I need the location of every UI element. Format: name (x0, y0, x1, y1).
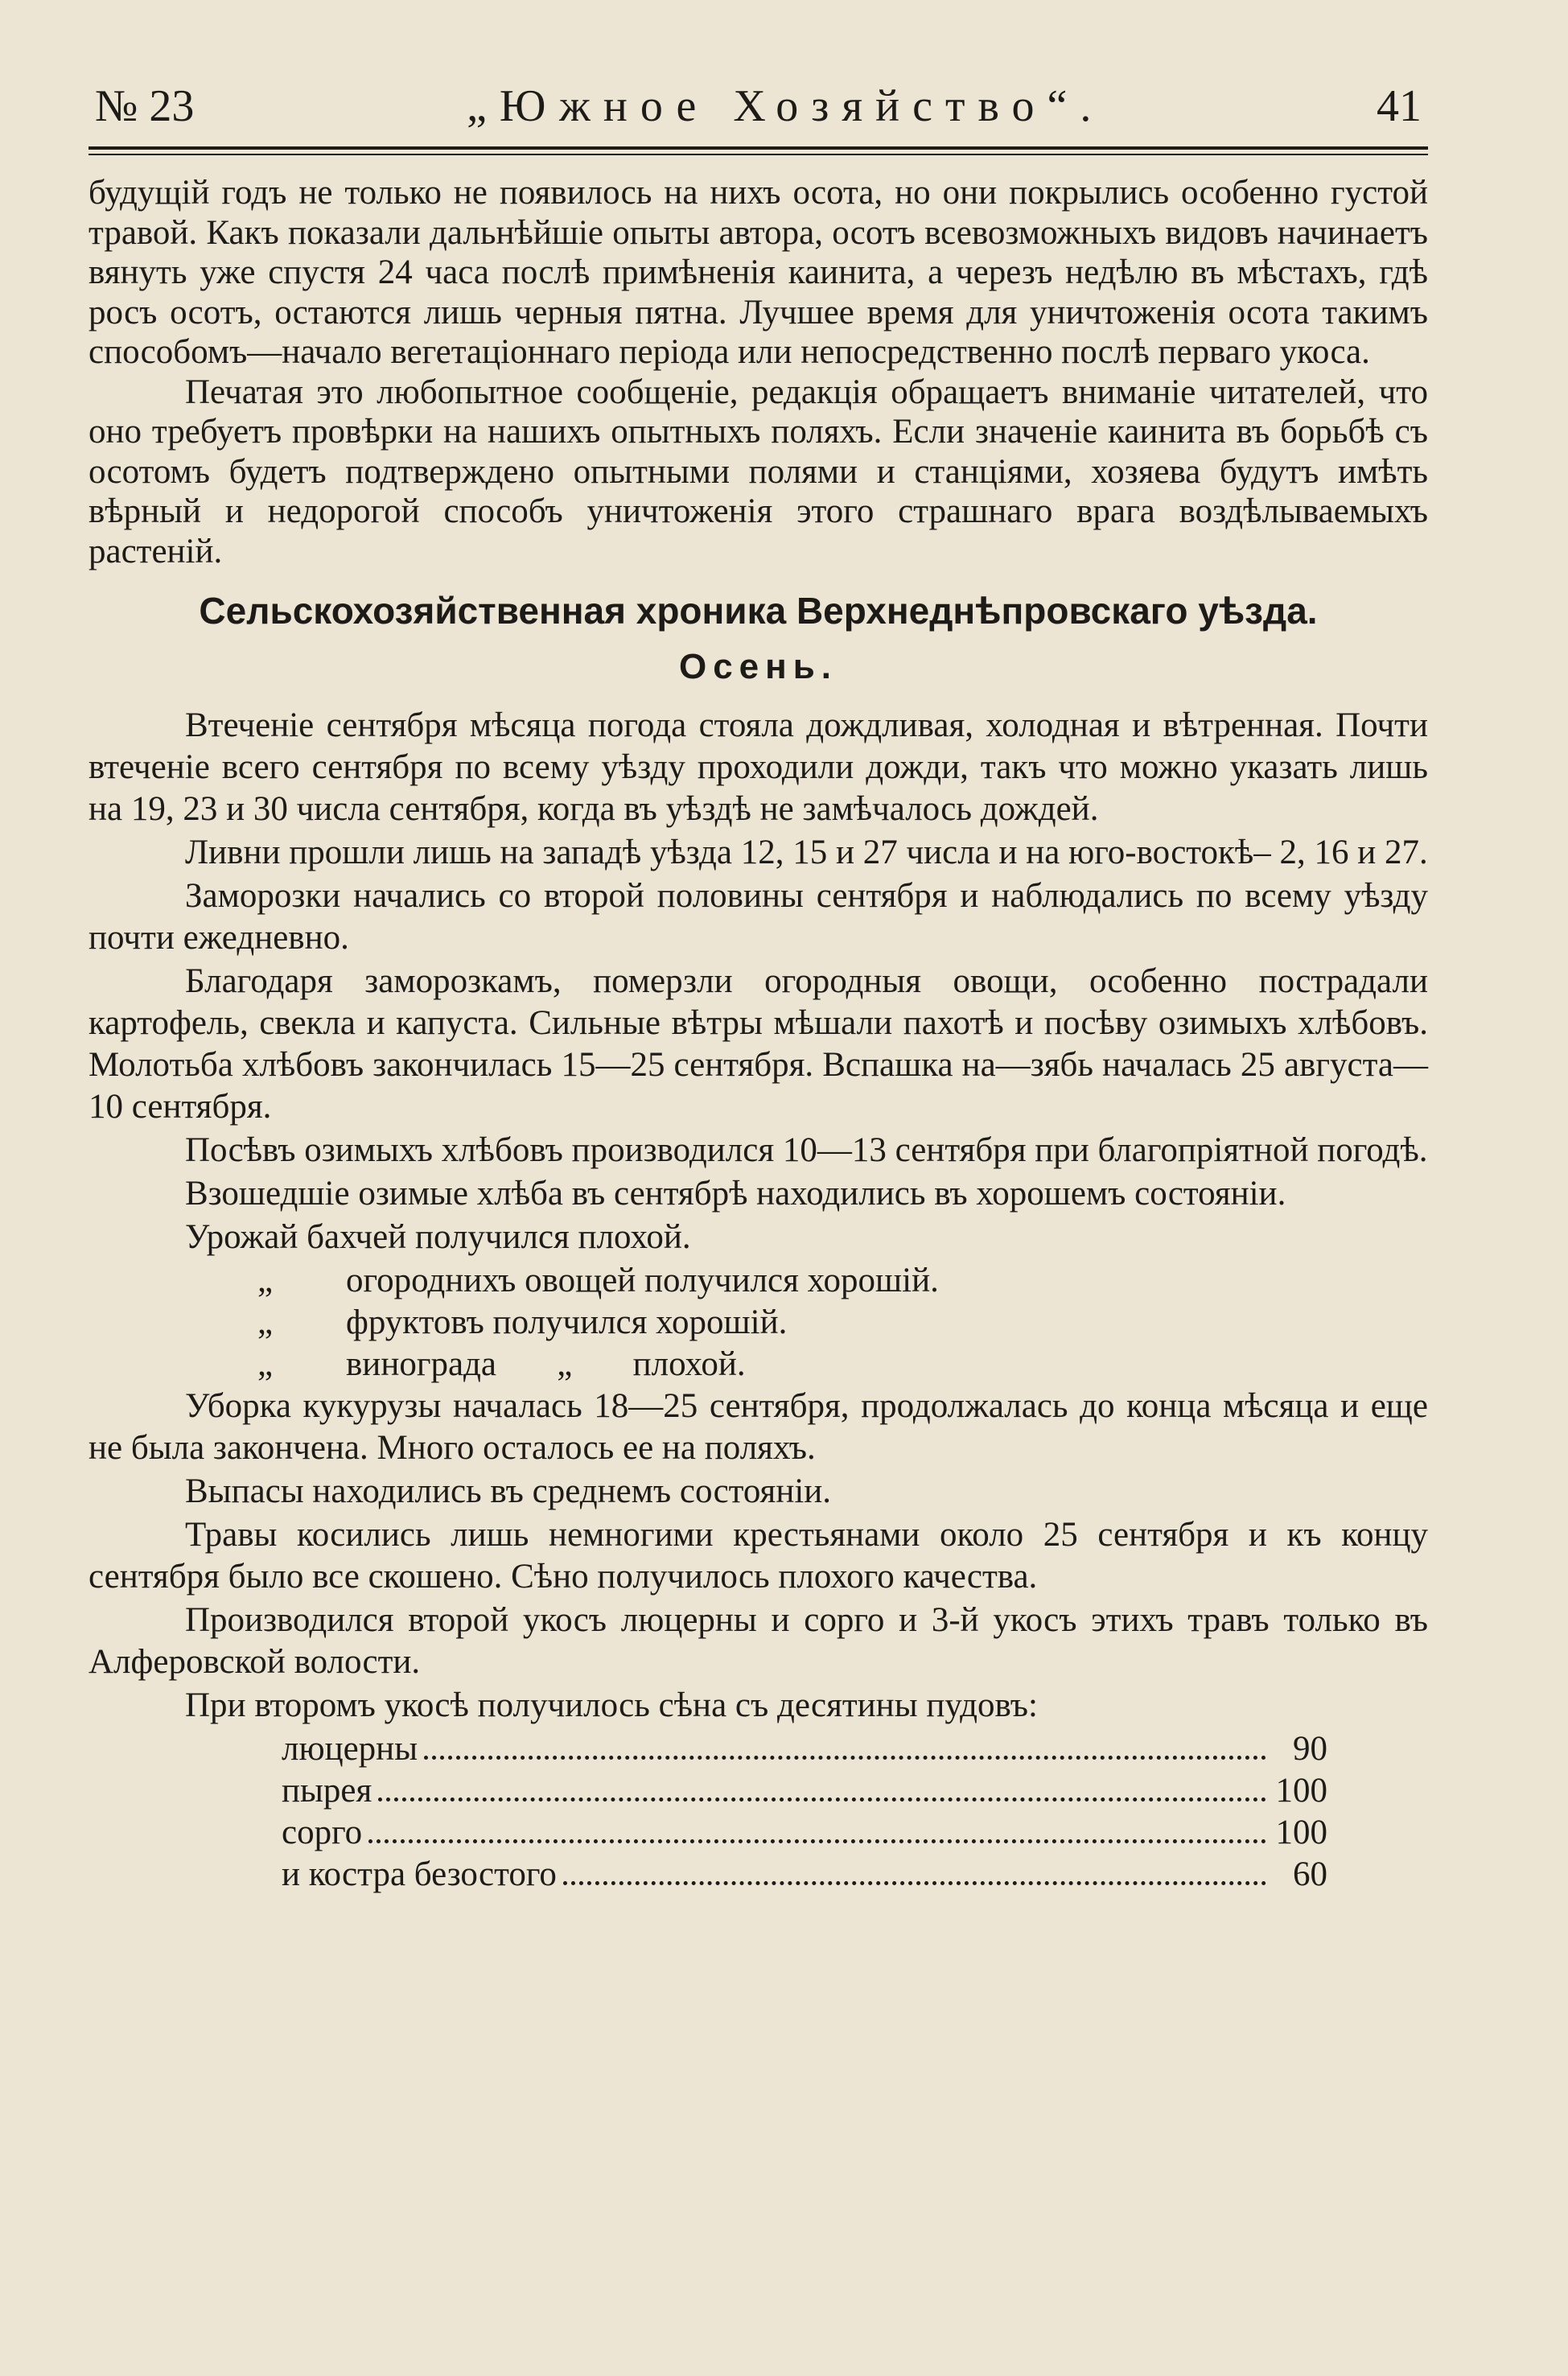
crop-value: 90 (1293, 1730, 1327, 1768)
chronicle-paragraph: Выпасы находились въ среднемъ состояніи. (185, 1472, 832, 1510)
ditto-text: фруктовъ получился хорошій. (346, 1303, 788, 1341)
section-subtitle: Осень. (678, 647, 838, 686)
intro-paragraph: Печатая это любопытное сообщеніе, редакція обращаетъ вниманіе читателей, что оно требуетъ провѣрки на нашихъ опытныхъ поляхъ. Если значеніе каинита въ борьбѣ съ осотомъ будетъ подтверждено опытными полями и станціями, хозяева будутъ имѣть вѣрный и недорогой способъ уничтоженія этого страшнаго врага воздѣлываемыхъ растеній. (88, 373, 1428, 570)
crop-value: 60 (1293, 1855, 1327, 1893)
issue-number: № 23 (95, 81, 195, 131)
section-title: Сельскохозяйственная хроника Верхнеднѣпровскаго уѣзда. (199, 590, 1318, 632)
intro-paragraph: будущій годъ не только не появилось на нихъ осота, но они покрылись особенно густой травой. Какъ показали дальнѣйшіе опыты автора, осотъ всевозможныхъ видовъ начинаетъ вянуть уже спустя 24 часа послѣ примѣненія каинита, а черезъ недѣлю въ мѣстахъ, гдѣ росъ осотъ, остаются лишь черныя пятна. Лучшее время для уничтоженія осота такимъ способомъ—начало вегетаціоннаго періода или непосредственно послѣ перваго укоса. (88, 174, 1428, 371)
page-number: 41 (1377, 81, 1422, 131)
leader-dots (378, 1797, 1266, 1802)
leader-dots (563, 1881, 1266, 1885)
ditto-text: огороднихъ овощей получился хорошій. (346, 1262, 939, 1299)
ditto-text: винограда „ плохой. (346, 1345, 746, 1383)
header-rule-thick (88, 146, 1428, 150)
ditto-line (88, 1302, 1428, 1344)
hay-yield-table (282, 1728, 1327, 1896)
ditto-line (88, 1344, 1428, 1386)
crop-label: пырея (282, 1772, 372, 1810)
running-header (88, 80, 1428, 145)
chronicle-paragraph: Заморозки начались со второй половины сентября и наблюдались по всему уѣзду почти ежедневно. (88, 877, 1428, 957)
chronicle-paragraph: Производился второй укосъ люцерны и сорго и 3-й укосъ этихъ травъ только въ Алферовской волости. (88, 1601, 1428, 1681)
chronicle-text (88, 705, 1428, 1727)
leader-dots (368, 1839, 1266, 1843)
chronicle-paragraph: При второмъ укосѣ получилось сѣна съ десятины пудовъ: (185, 1686, 1038, 1724)
crop-label: и костра безостого (282, 1855, 557, 1893)
journal-title: „Южное Хозяйство“. (467, 81, 1105, 131)
crop-label: люцерны (282, 1730, 418, 1768)
table-row (282, 1770, 1327, 1812)
leader-dots (424, 1756, 1266, 1760)
chronicle-paragraph: Уборка кукурузы началась 18—25 сентября, продолжалась до конца мѣсяца и еще не была закончена. Много осталось ее на поляхъ. (88, 1387, 1428, 1467)
ditto-line (88, 1260, 1428, 1302)
crop-value: 100 (1275, 1772, 1327, 1810)
chronicle-paragraph: Взошедшіе озимые хлѣба въ сентябрѣ находились въ хорошемъ состояніи. (185, 1175, 1286, 1213)
table-row (282, 1812, 1327, 1854)
chronicle-paragraph: Травы косились лишь немногими крестьянами около 25 сентября и къ концу сентября было все скошено. Сѣно получилось плохого качества. (88, 1516, 1428, 1596)
ditto-mark: „ (257, 1303, 274, 1341)
chronicle-paragraph: Благодаря заморозкамъ, померзли огородныя овощи, особенно пострадали картофель, свекла и капуста. Сильные вѣтры мѣшали пахотѣ и посѣву озимыхъ хлѣбовъ. Молотьба хлѣбовъ закончилась 15—25 сентября. Вспашка на—зябь началась 25 августа—10 сентября. (88, 962, 1428, 1126)
table-row (282, 1854, 1327, 1896)
ditto-mark: „ (257, 1262, 274, 1299)
page (88, 80, 1428, 2333)
table-row (282, 1728, 1327, 1770)
chronicle-paragraph: Урожай бахчей получился плохой. (185, 1218, 691, 1256)
chronicle-paragraph: Посѣвъ озимыхъ хлѣбовъ производился 10—13 сентября при благопріятной погодѣ. (185, 1131, 1428, 1169)
crop-value: 100 (1275, 1814, 1327, 1851)
chronicle-paragraph: Втеченіе сентября мѣсяца погода стояла дождливая, холодная и вѣтренная. Почти втеченіе всего сентября по всему уѣзду проходили дожди, такъ что можно указать лишь на 19, 23 и 30 числа сентября, когда въ уѣздѣ не замѣчалось дождей. (88, 706, 1428, 828)
intro-text (88, 173, 1428, 571)
ditto-mark: „ (257, 1345, 274, 1383)
crop-label: сорго (282, 1814, 363, 1851)
chronicle-paragraph: Ливни прошли лишь на западѣ уѣзда 12, 15 и 27 числа и на юго-востокѣ– 2, 16 и 27. (185, 834, 1428, 871)
header-rule-thin (88, 154, 1428, 155)
